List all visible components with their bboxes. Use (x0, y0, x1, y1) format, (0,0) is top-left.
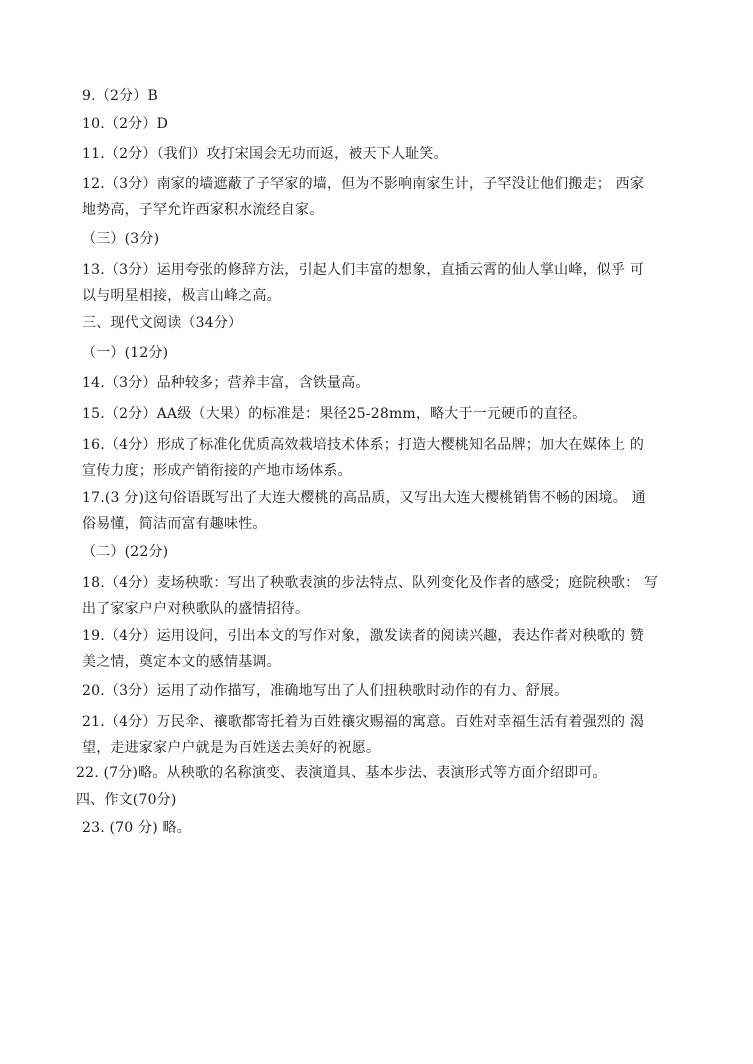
section-heading-modern-reading: 三、现代文阅读（34分） (82, 315, 243, 331)
answer-21-line-2: 望，走进家家户户就是为百姓送去美好的祝愿。 (82, 740, 381, 756)
section-heading-3: （三）(3分) (82, 231, 160, 247)
answer-16-line-1: 16.（4分）形成了标准化优质高效栽培技术体系；打造大樱桃知名品牌；加大在媒体上 的 (82, 437, 645, 453)
answer-9: 9.（2分）B (82, 88, 158, 104)
answer-17-line-2: 俗易懂，简洁而富有趣味性。 (82, 516, 267, 532)
answer-15: 15.（2分）AA级（大果）的标准是：果径25-28mm，略大于一元硬币的直径。 (82, 406, 587, 422)
answer-21-line-1: 21.（4分）万民伞、禳歌都寄托着为百姓禳灾赐福的寓意。百姓对幸福生活有着强烈的 渴 (82, 714, 645, 730)
answer-18-line-1: 18.（4分）麦场秧歌：写出了秧歌表演的步法特点、队列变化及作者的感受；庭院秧歌： 写 (82, 575, 659, 591)
section-heading-2: （二）(22分) (82, 544, 169, 560)
answer-12-line-1: 12.（3分）南家的墙遮蔽了子罕家的墙，但为不影响南家生计，子罕没让他们搬走； 西家 (82, 176, 645, 192)
section-heading-1: （一）(12分) (82, 345, 169, 361)
answer-12-line-2: 地势高，子罕允许西家积水流经自家。 (82, 202, 324, 218)
section-heading-composition: 四、作文(70分) (76, 792, 177, 808)
answer-10: 10.（2分）D (82, 116, 168, 132)
answer-19-line-1: 19.（4分）运用设问，引出本文的写作对象，激发读者的阅读兴趣，表达作者对秧歌的 赞 (82, 628, 645, 644)
answer-11: 11.（2分）（我们）攻打宋国会无功而返，被天下人耻笑。 (82, 146, 448, 162)
answer-13-line-1: 13.（3分）运用夸张的修辞方法，引起人们丰富的想象，直插云霄的仙人掌山峰，似乎 可 (82, 262, 645, 278)
answer-16-line-2: 宣传力度；形成产销衔接的产地市场体系。 (82, 463, 352, 479)
answer-17-line-1: 17.(3 分)这句俗语既写出了大连大樱桃的高品质，又写出大连大樱桃销售不畅的困境。 通 (82, 490, 646, 506)
answer-14: 14.（3分）品种较多；营养丰富，含铁量高。 (82, 375, 370, 391)
answer-13-line-2: 以与明星相接，极言山峰之高。 (82, 288, 281, 304)
answer-23: 23. (70 分) 略。 (82, 820, 191, 836)
answer-19-line-2: 美之情，奠定本文的感情基调。 (82, 654, 281, 670)
answer-22: 22. (7分)略。从秧歌的名称演变、表演道具、基本步法、表演形式等方面介绍即可。 (76, 765, 607, 781)
answer-18-line-2: 出了家家户户对秧歌队的盛情招待。 (82, 601, 310, 617)
answer-20: 20.（3分）运用了动作描写，准确地写出了人们扭秧歌时动作的有力、舒展。 (82, 683, 569, 699)
